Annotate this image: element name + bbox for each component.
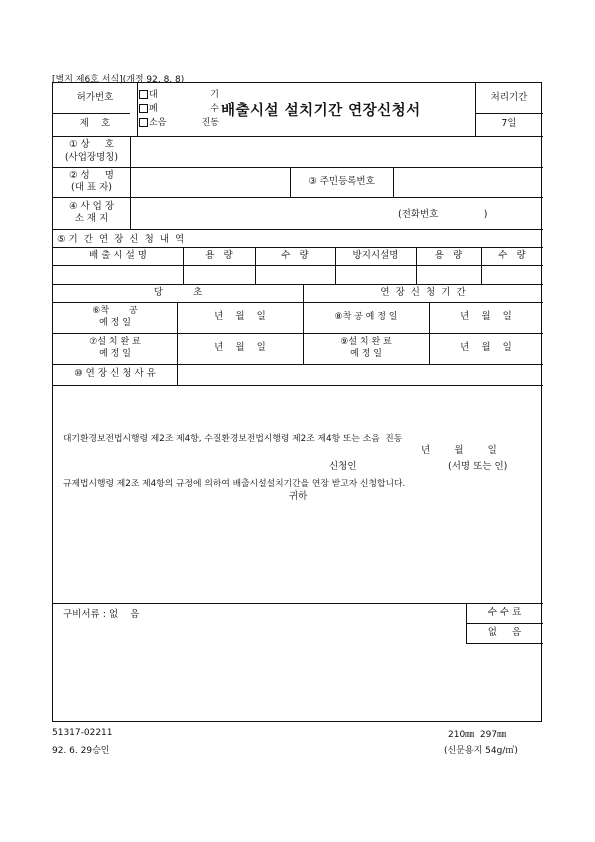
extended-completion-label: ⑨설 치 완 료 예 정 일 xyxy=(340,336,392,359)
required-documents-label: 구비서류 : 없 음 xyxy=(63,609,140,620)
resident-number-field[interactable] xyxy=(394,168,542,196)
column-header-facility: 배 출 시 설 명 xyxy=(89,249,147,261)
column-header-quantity: 수 량 xyxy=(281,249,309,261)
extended-start-label: ⑧착 공 예 정 일 xyxy=(334,311,398,322)
checkbox-noise[interactable] xyxy=(139,118,148,127)
option-air-right: 기 xyxy=(210,90,219,100)
category-options xyxy=(139,88,219,130)
paper-size: 210㎜ 297㎜ xyxy=(448,729,507,740)
option-noise[interactable] xyxy=(139,116,219,130)
option-noise-left: 소음 xyxy=(149,118,167,128)
company-name-label: ① 상 호 (사업장명칭) xyxy=(64,139,119,163)
prevention-facility-field[interactable] xyxy=(336,266,415,283)
application-date[interactable]: 년 월 일 xyxy=(421,445,497,456)
extension-reason-field[interactable] xyxy=(178,365,542,384)
original-completion-label: ⑦설 치 완 료 예 정 일 xyxy=(89,336,141,359)
column-header-prevention-facility: 방지시설명 xyxy=(352,249,399,261)
facility-name-field[interactable] xyxy=(54,266,182,283)
approval-date: 92. 6. 29승인 xyxy=(52,745,110,756)
divider xyxy=(53,385,543,386)
applicant-label: 신청인 xyxy=(329,461,357,472)
representative-name-label: ② 성 명 (대 표 자) xyxy=(69,169,114,193)
application-form xyxy=(52,82,542,722)
processing-period-label: 처리기간 xyxy=(490,91,528,103)
business-address-label: ④ 사 업 장 소 재 지 xyxy=(68,200,115,224)
representative-name-field[interactable] xyxy=(131,168,289,196)
permit-number-label: 허가번호 xyxy=(76,91,114,103)
option-water-right: 수 xyxy=(210,104,219,114)
divider xyxy=(466,643,543,644)
fee-label: 수 수 료 xyxy=(487,606,522,618)
statement-line-1: 대기환경보전법시행령 제2조 제4항, 수질환경보전법시행령 제2조 제4항 또는 소음 진동 xyxy=(63,434,403,444)
prevention-quantity-field[interactable] xyxy=(482,266,542,283)
paper-type: (신문용지 54g/㎡) xyxy=(444,745,518,756)
form-title: 배출시설 설치기간 연장신청서 xyxy=(221,103,421,119)
original-period-header: 당 초 xyxy=(153,286,203,298)
recipient-label: 귀하 xyxy=(289,491,308,502)
fee-value: 없 음 xyxy=(487,626,522,638)
extended-period-header: 연 장 신 청 기 간 xyxy=(380,286,466,298)
original-start-label: ⑥착 공 예 정 일 xyxy=(92,305,138,328)
permit-number-field[interactable]: 제 호 xyxy=(79,118,111,130)
statement-line-2: 규제법시행령 제2조 제4항의 규정에 의하여 배출시설설치기간을 연장 받고자 신청합니다. xyxy=(63,479,406,489)
form-header-note: [별지 제6호 서식](개정 92. 8. 8) xyxy=(52,74,185,85)
column-header-capacity: 용 량 xyxy=(205,249,233,261)
signature-field[interactable]: (서명 또는 인) xyxy=(448,461,508,472)
business-address-field[interactable] xyxy=(131,198,391,228)
option-noise-right: 진동 xyxy=(201,118,219,128)
prevention-capacity-field[interactable] xyxy=(417,266,480,283)
quantity-field[interactable] xyxy=(256,266,334,283)
original-completion-date-field[interactable]: 년 월 일 xyxy=(214,342,266,354)
checkbox-water[interactable] xyxy=(139,104,148,113)
option-water-left: 폐 xyxy=(149,104,158,114)
extended-start-date-field[interactable]: 년 월 일 xyxy=(460,311,512,323)
divider xyxy=(137,83,138,136)
phone-number-label: (전화번호 ) xyxy=(398,209,488,220)
column-header-prevention-quantity: 수 량 xyxy=(498,249,526,261)
capacity-field[interactable] xyxy=(184,266,254,283)
extension-reason-label: ⑩ 연 장 신 청 사 유 xyxy=(74,368,156,380)
form-code: 51317-02211 xyxy=(52,728,113,738)
original-start-date-field[interactable]: 년 월 일 xyxy=(214,311,266,323)
extension-section-label: ⑤ 기 간 연 장 신 청 내 역 xyxy=(57,234,185,245)
processing-period-value: 7일 xyxy=(501,118,517,130)
checkbox-air[interactable] xyxy=(139,90,148,99)
company-name-field[interactable] xyxy=(131,137,542,166)
option-air[interactable] xyxy=(139,88,219,102)
extended-completion-date-field[interactable]: 년 월 일 xyxy=(460,342,512,354)
option-water[interactable] xyxy=(139,102,219,116)
resident-number-label: ③ 주민등록번호 xyxy=(308,175,375,187)
option-air-left: 대 xyxy=(149,90,158,100)
column-header-prevention-capacity: 용 량 xyxy=(434,249,463,261)
